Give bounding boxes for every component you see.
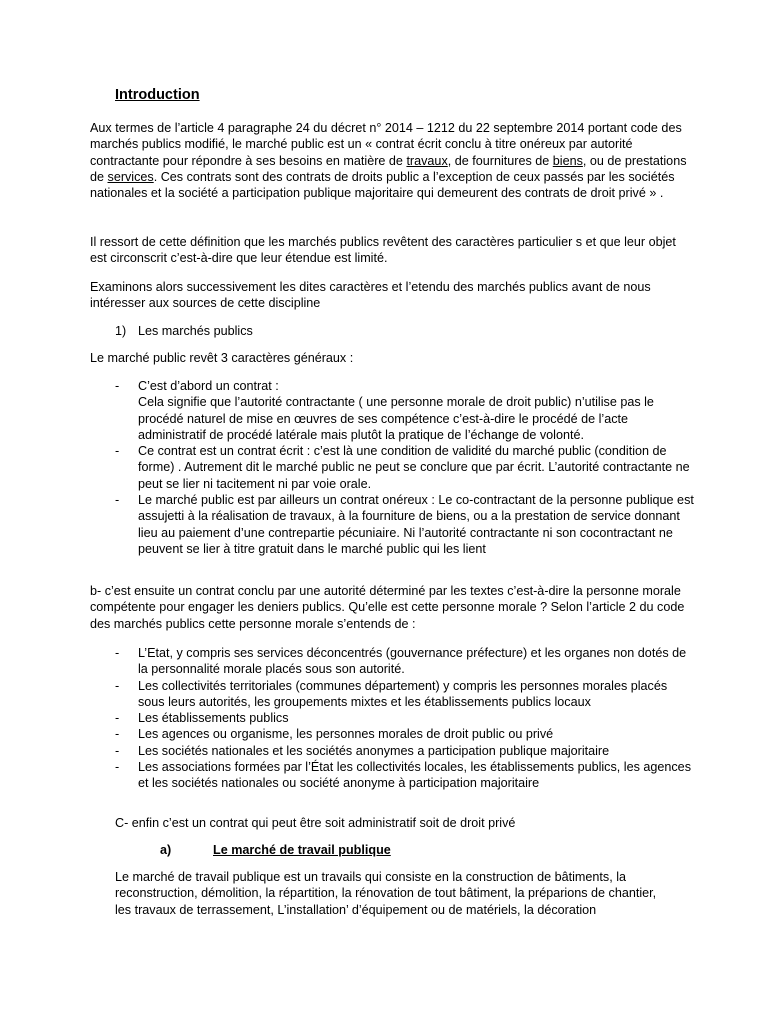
list-item [115, 743, 695, 759]
characters-list [115, 378, 695, 557]
list-item-text: Les collectivités territoriales (communes département) y compris les personnes morales placés sous leurs autorités, les groupements mixtes et les établissements publics locaux [138, 678, 668, 709]
list-item [115, 678, 695, 711]
subheading-label: a) [160, 843, 172, 857]
intro-text-c: , ou de prestations de [90, 153, 687, 184]
link-biens[interactable]: biens [552, 153, 583, 168]
bullet-dash: - [115, 760, 120, 775]
intro-text-b: , de fournitures de [447, 153, 553, 168]
list-item [115, 492, 695, 557]
section-subheading [160, 842, 391, 858]
list-item [115, 726, 695, 742]
bullet-dash: - [115, 678, 120, 693]
numbered-item [115, 323, 253, 339]
definition-paragraph: Il ressort de cette définition que les marchés publics revêtent des caractères particulier s et que leur objet est circonscrit c’est-à-dire que leur étendue est limité. [90, 235, 676, 266]
intro-text-d: . Ces contrats sont des contrats de droits public a l’exception de ceux passés par les sociétés nationales et la société a participation publique majoritaire qui demeurent des contrats de droit privé » . [90, 169, 675, 201]
link-services[interactable]: services [107, 169, 154, 184]
page-title: Introduction [115, 87, 200, 103]
bullet-dash: - [115, 646, 120, 660]
list-item-lead: C’est d’abord un contrat : [138, 379, 279, 393]
list-item [115, 710, 695, 726]
item-number: 1) [115, 324, 127, 338]
examination-paragraph: Examinons alors successivement les dites caractères et l’etendu des marchés publics avant de nous intéresser aux sources de cette discipline [90, 280, 651, 311]
intro-text-a: Aux termes de l’article 4 paragraphe 24 du décret n° 2014 – 1212 du 22 septembre 2014 portant code des marchés publics modifié, le marché public est un « contrat écrit conclu à titre onéreux par autorité contractante pour répondre à ses besoins en matière de [90, 121, 682, 168]
bullet-dash: - [115, 379, 120, 393]
list-item [115, 378, 695, 443]
list-item-text: Les associations formées par l’État les collectivités locales, les établissements publics, les agences et les sociétés nationales ou société anonyme à participation majoritaire [138, 760, 691, 791]
bullet-dash: - [115, 743, 120, 758]
list-item-text: Cela signifie que l’autorité contractante ( une personne morale de droit public) n’utilise pas le procédé naturel de mise en œuvres de ses compétence c’est-à-dire le procédé de l’acte administratif de procédé latérale mais plutôt la pratique de l’échange de volonté. [138, 395, 654, 442]
authority-paragraph: b- c’est ensuite un contrat conclu par une autorité déterminé par les textes c’est-à-dire la personne morale compétente pour engager les deniers publics. Qu’elle est cette personne morale ? Selon l’article 2 du code des marchés publics cette personne morale s’entends de : [90, 584, 685, 631]
list-item-text: Les établissements publics [138, 711, 289, 726]
public-works-paragraph: Le marché de travail publique est un travails qui consiste en la construction de bâtiments, la reconstruction, démolition, la répartition, la rénovation de tout bâtiment, la préparions de chantier, les travaux de terrassement, L’installation’ d’équipement ou de matériels, la décoration [115, 870, 657, 917]
subheading-text: Le marché de travail publique [213, 843, 391, 857]
list-item-text: L’Etat, y compris ses services déconcentrés (gouvernance préfecture) et les organes non dotés de la personnalité morale placés sous son autorité. [138, 646, 687, 677]
characters-paragraph: Le marché public revêt 3 caractères généraux : [90, 351, 354, 365]
authorities-list [115, 645, 695, 792]
bullet-dash: - [115, 444, 120, 459]
list-item-text: Les agences ou organisme, les personnes morales de droit public ou privé [138, 727, 554, 742]
list-item [115, 645, 695, 678]
bullet-dash: - [115, 727, 120, 742]
contract-type-paragraph: C- enfin c’est un contrat qui peut être soit administratif soit de droit privé [115, 816, 516, 830]
intro-paragraph [90, 120, 690, 201]
list-item-text: Les sociétés nationales et les sociétés anonymes a participation publique majoritaire [138, 743, 610, 758]
link-travaux[interactable]: travaux [406, 153, 448, 168]
list-item [115, 443, 695, 492]
bullet-dash: - [115, 493, 120, 508]
list-item-text: Ce contrat est un contrat écrit : c’est là une condition de validité du marché public (condition de forme) . Autrement dit le marché public ne peut se conclure que par écrit. L’autorité contractante ne peut se lier ni tacitement ni par voie orale. [138, 444, 690, 491]
list-item [115, 759, 695, 792]
list-item-text: Le marché public est par ailleurs un contrat onéreux : Le co-contractant de la personne publique est assujetti à la réalisation de travaux, à la fourniture de biens, ou a la prestation de service donnant lieu au paiement d’une contrepartie pécuniaire. Ni l’autorité contractante ni son cocontractant ne peuvent se lier à titre gratuit dans le marché public qui les lient [138, 493, 694, 556]
bullet-dash: - [115, 711, 120, 726]
item-text: Les marchés publics [138, 324, 253, 338]
